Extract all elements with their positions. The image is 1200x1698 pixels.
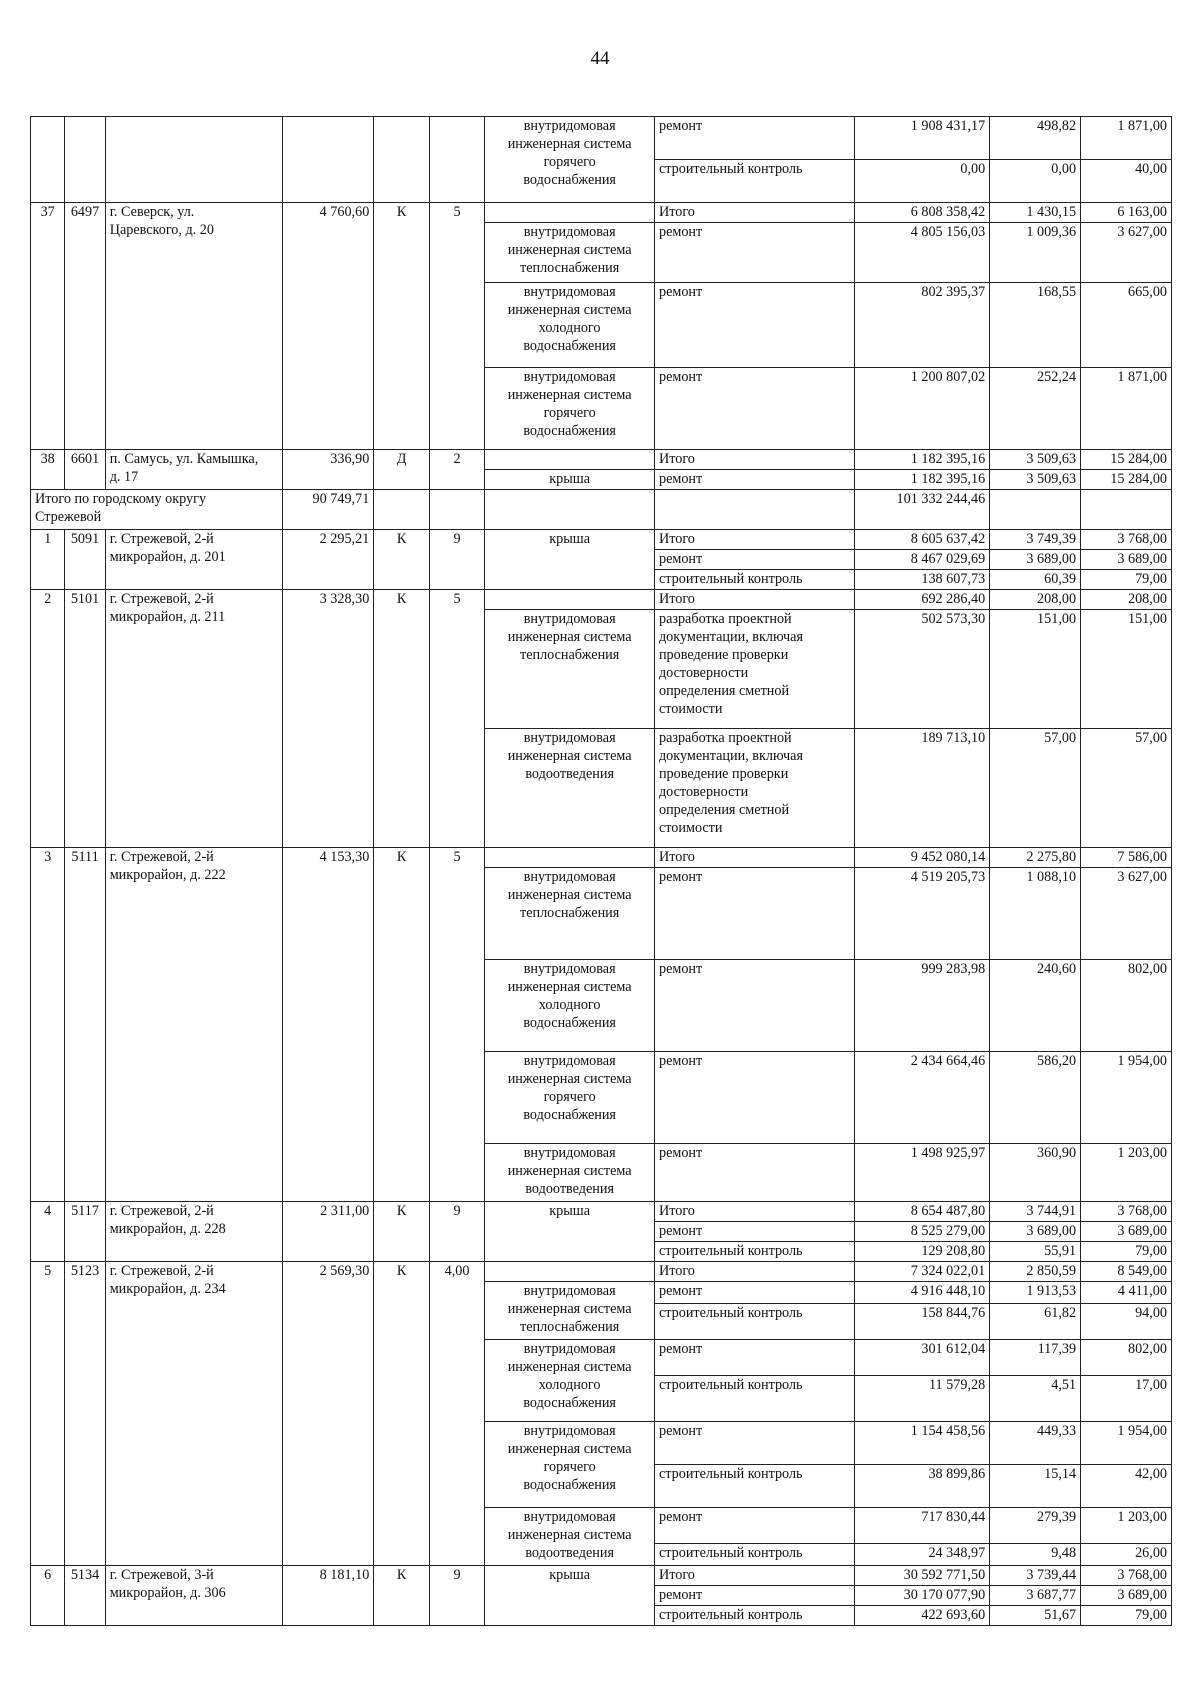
table-cell: 360,90 <box>990 1144 1081 1202</box>
table-cell: 3 687,77 <box>990 1586 1081 1606</box>
table-cell: 5 <box>429 203 485 450</box>
table-cell: 6601 <box>65 450 105 490</box>
table-cell <box>1081 490 1172 530</box>
table-cell: г. Стрежевой, 2-й микрорайон, д. 201 <box>105 530 283 590</box>
table-cell: К <box>374 590 430 848</box>
table-cell: 5091 <box>65 530 105 590</box>
table-cell: 336,90 <box>283 450 374 490</box>
table-cell: 6 808 358,42 <box>854 203 989 223</box>
table-row <box>31 490 1172 530</box>
table-cell: 802 395,37 <box>854 283 989 368</box>
table-cell: 3 509,63 <box>990 450 1081 470</box>
table-cell: 7 324 022,01 <box>854 1262 989 1282</box>
table-cell: 3 739,44 <box>990 1566 1081 1586</box>
capital-repair-table <box>30 116 1172 1626</box>
table-cell: 3 328,30 <box>283 590 374 848</box>
table-cell: г. Стрежевой, 2-й микрорайон, д. 222 <box>105 848 283 1202</box>
table-cell: 9 452 080,14 <box>854 848 989 868</box>
table-cell: 30 170 077,90 <box>854 1586 989 1606</box>
table-cell: Итого <box>654 450 854 470</box>
table-cell <box>374 490 430 530</box>
table-cell: 5 <box>31 1262 65 1566</box>
table-cell: 8 605 637,42 <box>854 530 989 550</box>
table-cell: К <box>374 1202 430 1262</box>
table-cell: 79,00 <box>1081 570 1172 590</box>
table-cell: 4 519 205,73 <box>854 868 989 960</box>
table-cell: 1 498 925,97 <box>854 1144 989 1202</box>
table-cell: г. Стрежевой, 2-й микрорайон, д. 228 <box>105 1202 283 1262</box>
table-cell: 4 <box>31 1202 65 1262</box>
table-cell: 2 434 664,46 <box>854 1052 989 1144</box>
table-cell: строительный контроль <box>654 1465 854 1508</box>
table-cell: 15 284,00 <box>1081 470 1172 490</box>
table-cell: 42,00 <box>1081 1465 1172 1508</box>
table-cell: 2 311,00 <box>283 1202 374 1262</box>
table-cell: К <box>374 530 430 590</box>
table-cell: 5117 <box>65 1202 105 1262</box>
table-cell: Итого <box>654 590 854 610</box>
table-cell: ремонт <box>654 368 854 450</box>
table-cell: Итого <box>654 1566 854 1586</box>
table-cell: 101 332 244,46 <box>854 490 989 530</box>
table-cell: строительный контроль <box>654 1544 854 1566</box>
table-cell: 5 <box>429 590 485 848</box>
table-cell: 8 549,00 <box>1081 1262 1172 1282</box>
table-cell: 498,82 <box>990 117 1081 160</box>
table-cell: 3 509,63 <box>990 470 1081 490</box>
table-cell: 3 689,00 <box>990 550 1081 570</box>
table-cell: 17,00 <box>1081 1376 1172 1422</box>
table-cell <box>485 490 655 530</box>
table-cell: 2 <box>31 590 65 848</box>
table-row <box>31 117 1172 160</box>
table-row <box>31 450 1172 470</box>
table-cell: Итого <box>654 848 854 868</box>
table-cell: строительный контроль <box>654 1606 854 1626</box>
table-cell: 168,55 <box>990 283 1081 368</box>
table-cell: строительный контроль <box>654 1242 854 1262</box>
table-cell: К <box>374 203 430 450</box>
table-cell: 8 467 029,69 <box>854 550 989 570</box>
table-cell: 3 627,00 <box>1081 223 1172 283</box>
table-cell: 1 203,00 <box>1081 1144 1172 1202</box>
table-cell: 7 586,00 <box>1081 848 1172 868</box>
table-cell <box>31 117 65 203</box>
table-cell: внутридомовая инженерная система холодного водоснабжения <box>485 960 655 1052</box>
table-cell: 5123 <box>65 1262 105 1566</box>
table-cell: 4 760,60 <box>283 203 374 450</box>
table-cell: 9 <box>429 1202 485 1262</box>
table-row <box>31 530 1172 550</box>
table-cell: крыша <box>485 530 655 590</box>
table-cell: 3 744,91 <box>990 1202 1081 1222</box>
table-cell: 3 749,39 <box>990 530 1081 550</box>
table-cell: г. Стрежевой, 2-й микрорайон, д. 211 <box>105 590 283 848</box>
table-row <box>31 590 1172 610</box>
table-cell: разработка проектной документации, включая проведение проверки достоверности определения сметной стоимости <box>654 610 854 729</box>
table-cell: 9 <box>429 530 485 590</box>
table-cell: г. Северск, ул. Царевского, д. 20 <box>105 203 283 450</box>
table-cell: 37 <box>31 203 65 450</box>
table-cell: 717 830,44 <box>854 1508 989 1544</box>
table-cell: 5101 <box>65 590 105 848</box>
table-cell: 665,00 <box>1081 283 1172 368</box>
table-cell: 15,14 <box>990 1465 1081 1508</box>
table-cell: 1 182 395,16 <box>854 450 989 470</box>
table-body <box>31 117 1172 1626</box>
table-cell: 90 749,71 <box>283 490 374 530</box>
table-cell: г. Стрежевой, 2-й микрорайон, д. 234 <box>105 1262 283 1566</box>
table-cell: внутридомовая инженерная система холодного водоснабжения <box>485 283 655 368</box>
table-cell <box>429 490 485 530</box>
table-cell: внутридомовая инженерная система холодного водоснабжения <box>485 1340 655 1422</box>
table-cell: 3 689,00 <box>1081 550 1172 570</box>
table-cell: ремонт <box>654 1586 854 1606</box>
table-cell: 8 525 279,00 <box>854 1222 989 1242</box>
table-cell: 15 284,00 <box>1081 450 1172 470</box>
table-cell: 3 768,00 <box>1081 1202 1172 1222</box>
table-cell: ремонт <box>654 470 854 490</box>
table-cell: Итого <box>654 203 854 223</box>
table-cell: 8 654 487,80 <box>854 1202 989 1222</box>
table-cell: 1 <box>31 530 65 590</box>
table-cell: 4,00 <box>429 1262 485 1566</box>
table-cell: 24 348,97 <box>854 1544 989 1566</box>
table-cell: 3 689,00 <box>990 1222 1081 1242</box>
table-cell <box>429 117 485 203</box>
table-cell: ремонт <box>654 117 854 160</box>
table-cell: 208,00 <box>990 590 1081 610</box>
table-cell: 6497 <box>65 203 105 450</box>
table-cell: 2 569,30 <box>283 1262 374 1566</box>
table-cell: 240,60 <box>990 960 1081 1052</box>
table-cell: внутридомовая инженерная система горячего водоснабжения <box>485 368 655 450</box>
table-cell: строительный контроль <box>654 570 854 590</box>
table-cell: 2 <box>429 450 485 490</box>
table-cell: 11 579,28 <box>854 1376 989 1422</box>
table-cell: 4 805 156,03 <box>854 223 989 283</box>
table-cell: строительный контроль <box>654 160 854 203</box>
table-cell: К <box>374 1262 430 1566</box>
table-cell: 3 689,00 <box>1081 1586 1172 1606</box>
table-cell: ремонт <box>654 960 854 1052</box>
table-cell: 1 203,00 <box>1081 1508 1172 1544</box>
table-cell: 422 693,60 <box>854 1606 989 1626</box>
table-cell: крыша <box>485 470 655 490</box>
table-cell: ремонт <box>654 1340 854 1376</box>
table-cell: внутридомовая инженерная система водоотведения <box>485 1144 655 1202</box>
table-cell: 0,00 <box>990 160 1081 203</box>
table-cell: 1 200 807,02 <box>854 368 989 450</box>
table-cell: ремонт <box>654 223 854 283</box>
table-cell: п. Самусь, ул. Камышка, д. 17 <box>105 450 283 490</box>
table-cell: 57,00 <box>990 729 1081 848</box>
table-cell: 6 163,00 <box>1081 203 1172 223</box>
table-cell: 3 768,00 <box>1081 1566 1172 1586</box>
table-row <box>31 1566 1172 1586</box>
table-cell: 5 <box>429 848 485 1202</box>
table-cell: Д <box>374 450 430 490</box>
table-cell: строительный контроль <box>654 1304 854 1340</box>
table-cell <box>485 450 655 470</box>
table-cell: 1 182 395,16 <box>854 470 989 490</box>
table-cell: 692 286,40 <box>854 590 989 610</box>
table-cell: 117,39 <box>990 1340 1081 1376</box>
table-row <box>31 203 1172 223</box>
table-cell: внутридомовая инженерная система теплоснабжения <box>485 868 655 960</box>
table-cell: 1 430,15 <box>990 203 1081 223</box>
table-cell: 1 088,10 <box>990 868 1081 960</box>
table-cell: 151,00 <box>1081 610 1172 729</box>
table-cell: 4,51 <box>990 1376 1081 1422</box>
table-cell: 40,00 <box>1081 160 1172 203</box>
table-cell: 999 283,98 <box>854 960 989 1052</box>
table-cell: ремонт <box>654 1282 854 1304</box>
table-cell: 61,82 <box>990 1304 1081 1340</box>
table-cell: 279,39 <box>990 1508 1081 1544</box>
page-number: 44 <box>590 48 610 69</box>
table-cell: 151,00 <box>990 610 1081 729</box>
table-cell: 1 954,00 <box>1081 1052 1172 1144</box>
table-cell <box>485 203 655 223</box>
table-cell: 1 871,00 <box>1081 368 1172 450</box>
table-cell: 449,33 <box>990 1422 1081 1465</box>
table-cell: Итого <box>654 1202 854 1222</box>
table-cell: г. Стрежевой, 3-й микрорайон, д. 306 <box>105 1566 283 1626</box>
table-cell: 1 871,00 <box>1081 117 1172 160</box>
table-cell: строительный контроль <box>654 1376 854 1422</box>
table-row <box>31 1262 1172 1282</box>
table-cell: 0,00 <box>854 160 989 203</box>
table-cell <box>65 117 105 203</box>
table-cell: 208,00 <box>1081 590 1172 610</box>
table-cell <box>485 848 655 868</box>
table-cell: 301 612,04 <box>854 1340 989 1376</box>
table-cell: внутридомовая инженерная система горячего водоснабжения <box>485 117 655 203</box>
table-cell: внутридомовая инженерная система водоотведения <box>485 729 655 848</box>
table-cell: 802,00 <box>1081 1340 1172 1376</box>
table-cell <box>283 117 374 203</box>
table-cell: 1 154 458,56 <box>854 1422 989 1465</box>
table-cell: ремонт <box>654 1422 854 1465</box>
table-cell: 1 009,36 <box>990 223 1081 283</box>
table-cell: 5111 <box>65 848 105 1202</box>
table-cell: ремонт <box>654 283 854 368</box>
table-cell: 38 899,86 <box>854 1465 989 1508</box>
table-cell: 1 908 431,17 <box>854 117 989 160</box>
table-cell: внутридомовая инженерная система теплоснабжения <box>485 223 655 283</box>
table-cell: 4 153,30 <box>283 848 374 1202</box>
table-cell: ремонт <box>654 550 854 570</box>
table-cell: 55,91 <box>990 1242 1081 1262</box>
table-cell <box>485 590 655 610</box>
table-cell: 189 713,10 <box>854 729 989 848</box>
table-cell <box>374 117 430 203</box>
table-cell: внутридомовая инженерная система горячего водоснабжения <box>485 1422 655 1508</box>
table-cell: ремонт <box>654 1052 854 1144</box>
table-cell: 9,48 <box>990 1544 1081 1566</box>
table-cell: внутридомовая инженерная система теплоснабжения <box>485 1282 655 1340</box>
table-cell: ремонт <box>654 868 854 960</box>
table-cell: 26,00 <box>1081 1544 1172 1566</box>
table-cell: внутридомовая инженерная система теплоснабжения <box>485 610 655 729</box>
table-cell: Итого по городскому округу Стрежевой <box>31 490 283 530</box>
table-cell: 51,67 <box>990 1606 1081 1626</box>
table-cell: 1 954,00 <box>1081 1422 1172 1465</box>
table-cell: 3 689,00 <box>1081 1222 1172 1242</box>
table-cell: 802,00 <box>1081 960 1172 1052</box>
table-cell: 586,20 <box>990 1052 1081 1144</box>
table-cell: 57,00 <box>1081 729 1172 848</box>
table-cell: 4 916 448,10 <box>854 1282 989 1304</box>
table-cell: 38 <box>31 450 65 490</box>
table-row <box>31 1202 1172 1222</box>
table-cell <box>654 490 854 530</box>
table-cell: 138 607,73 <box>854 570 989 590</box>
table-cell: ремонт <box>654 1144 854 1202</box>
table-cell: ремонт <box>654 1508 854 1544</box>
table-cell: К <box>374 848 430 1202</box>
table-cell: крыша <box>485 1566 655 1626</box>
table-cell: 3 <box>31 848 65 1202</box>
table-cell: Итого <box>654 1262 854 1282</box>
table-cell: Итого <box>654 530 854 550</box>
table-cell: 2 850,59 <box>990 1262 1081 1282</box>
table-cell: внутридомовая инженерная система водоотведения <box>485 1508 655 1566</box>
table-cell: внутридомовая инженерная система горячего водоснабжения <box>485 1052 655 1144</box>
table-cell <box>105 117 283 203</box>
table-cell: 60,39 <box>990 570 1081 590</box>
table-cell: 8 181,10 <box>283 1566 374 1626</box>
table-cell: 3 768,00 <box>1081 530 1172 550</box>
table-cell: 30 592 771,50 <box>854 1566 989 1586</box>
table-row <box>31 848 1172 868</box>
table-cell: 2 295,21 <box>283 530 374 590</box>
table-cell: 5134 <box>65 1566 105 1626</box>
table-cell: 129 208,80 <box>854 1242 989 1262</box>
table-cell <box>990 490 1081 530</box>
table-cell: 4 411,00 <box>1081 1282 1172 1304</box>
table-cell: крыша <box>485 1202 655 1262</box>
table-cell: 3 627,00 <box>1081 868 1172 960</box>
table-cell: разработка проектной документации, включая проведение проверки достоверности определения сметной стоимости <box>654 729 854 848</box>
table-cell: 6 <box>31 1566 65 1626</box>
table-cell <box>485 1262 655 1282</box>
table-cell: ремонт <box>654 1222 854 1242</box>
table-cell: 9 <box>429 1566 485 1626</box>
table-cell: 502 573,30 <box>854 610 989 729</box>
table-cell: 252,24 <box>990 368 1081 450</box>
table-cell: 94,00 <box>1081 1304 1172 1340</box>
table-cell: 158 844,76 <box>854 1304 989 1340</box>
table-cell: К <box>374 1566 430 1626</box>
table-cell: 2 275,80 <box>990 848 1081 868</box>
table-cell: 79,00 <box>1081 1606 1172 1626</box>
table-cell: 79,00 <box>1081 1242 1172 1262</box>
table-cell: 1 913,53 <box>990 1282 1081 1304</box>
